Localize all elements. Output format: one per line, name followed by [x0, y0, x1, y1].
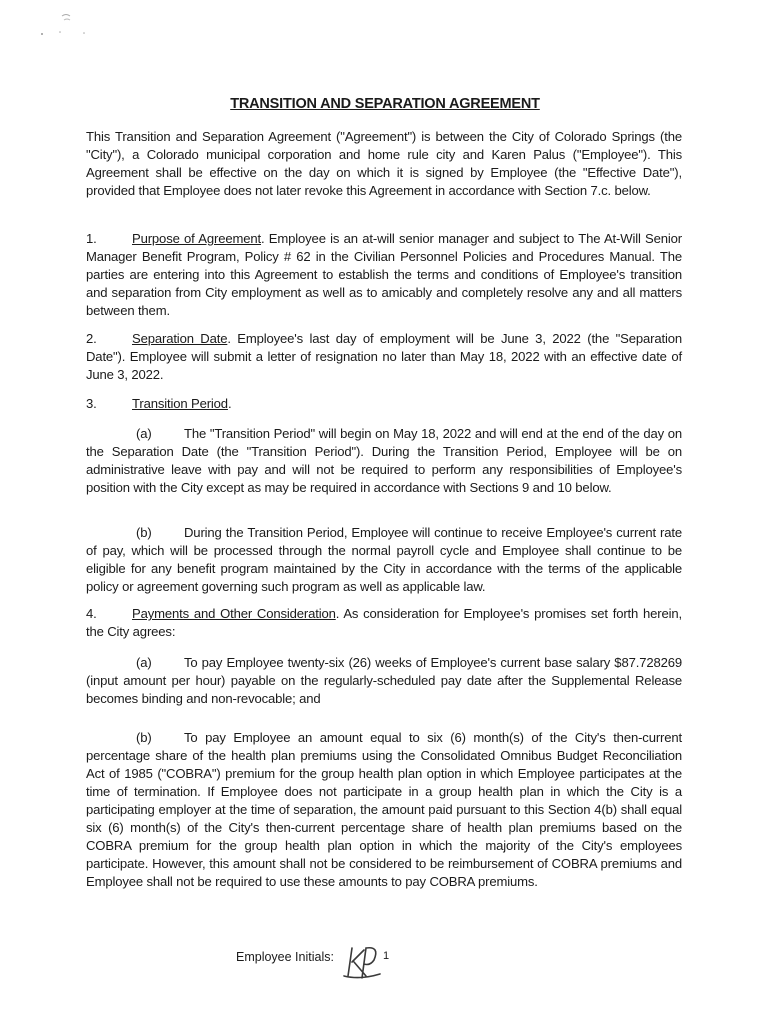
section-2-number: 2. [86, 331, 97, 346]
section-3-heading: Transition Period [132, 396, 228, 411]
section-3a [86, 425, 682, 497]
document-title: TRANSITION AND SEPARATION AGREEMENT [230, 96, 540, 112]
section-1-text: . Employee is an at-will senior manager and subject to The At-Will Senior Manager Benefit Program, Policy # 62 in the Civilian Personnel Policies and Procedures Manual. The parties are entering into this Agreement to establish the terms and conditions of Employee's transition and separation from City employment as well as to amicably and completely resolve any and all matters between them. [86, 231, 682, 318]
section-2-heading: Separation Date [132, 331, 228, 346]
section-1 [86, 230, 682, 320]
section-3a-text: The "Transition Period" will begin on May 18, 2022 and will end at the end of the day on the Separation Date (the "Transition Period"). During the Transition Period, Employee will be on administrative leave with pay and will not be required to perform any responsibilities of Employee's position with the City except as may be required in accordance with Sections 9 and 10 below. [86, 426, 682, 495]
section-4a-text: To pay Employee twenty-six (26) weeks of Employee's current base salary $87.728269 (input amount per hour) payable on the regularly-scheduled pay date after the Supplemental Release becomes binding and non-revocable; and [86, 655, 682, 706]
section-3-text: . [227, 396, 232, 411]
initials-label: Employee Initials: [236, 950, 334, 964]
section-4 [86, 605, 682, 641]
section-3a-label: (a) [136, 426, 152, 441]
intro-paragraph: This Transition and Separation Agreement ("Agreement") is between the City of Colorado Springs (the "City"), a Colorado municipal corporation and home rule city and Karen Palus ("Employee"). This Agreement shall be effective on the day on which it is signed by Employee (the "Effective Date"), provided that Employee does not later revoke this Agreement in accordance with Section 7.c. below. [86, 129, 682, 198]
section-3 [86, 395, 682, 413]
section-4b [86, 729, 682, 891]
section-2-text: . Employee's last day of employment will be June 3, 2022 (the "Separation Date"). Employee will submit a letter of resignation no later than May 18, 2022 with an effective date of June 3, 2022. [86, 331, 682, 382]
section-4b-text: To pay Employee an amount equal to six (6) month(s) of the City's then-current percentage share of the health plan premiums using the Consolidated Omnibus Budget Reconciliation Act of 1985 ("COBRA") premium for the group health plan option in which Employee participates at the time of termination. If Employee does not participate in a group health plan in which the City is a participating employer at the time of separation, the amount paid pursuant to this Section 4(b) shall equal six (6) month(s) of the City's then-current percentage share of health plan premiums based on the COBRA premium for the group health plan option in which the majority of the City's employees participate. However, this amount shall not be considered to be reimbursement of COBRA premiums and Employee shall not be required to use these amounts to pay COBRA premiums. [86, 730, 682, 889]
section-3b [86, 524, 682, 596]
scan-specks [34, 10, 94, 40]
section-4-text: . As consideration for Employee's promises set forth herein, the City agrees: [86, 606, 682, 639]
section-4-number: 4. [86, 606, 97, 621]
section-4-heading: Payments and Other Consideration [132, 606, 336, 621]
section-4a [86, 654, 682, 708]
section-3-number: 3. [86, 396, 97, 411]
section-2 [86, 330, 682, 384]
section-3b-text: During the Transition Period, Employee will continue to receive Employee's current rate of pay, which will be processed through the normal payroll cycle and Employee shall continue to be eligible for any benefit program maintained by the City in accordance with the terms of the applicable policy or agreement governing such program as well as applicable law. [86, 525, 682, 594]
page-number: 1 [383, 950, 390, 962]
section-3b-label: (b) [136, 525, 152, 540]
initials-signature [340, 942, 396, 982]
section-4b-label: (b) [136, 730, 152, 745]
section-1-number: 1. [86, 231, 97, 246]
section-4a-label: (a) [136, 655, 152, 670]
section-1-heading: Purpose of Agreement [132, 231, 261, 246]
